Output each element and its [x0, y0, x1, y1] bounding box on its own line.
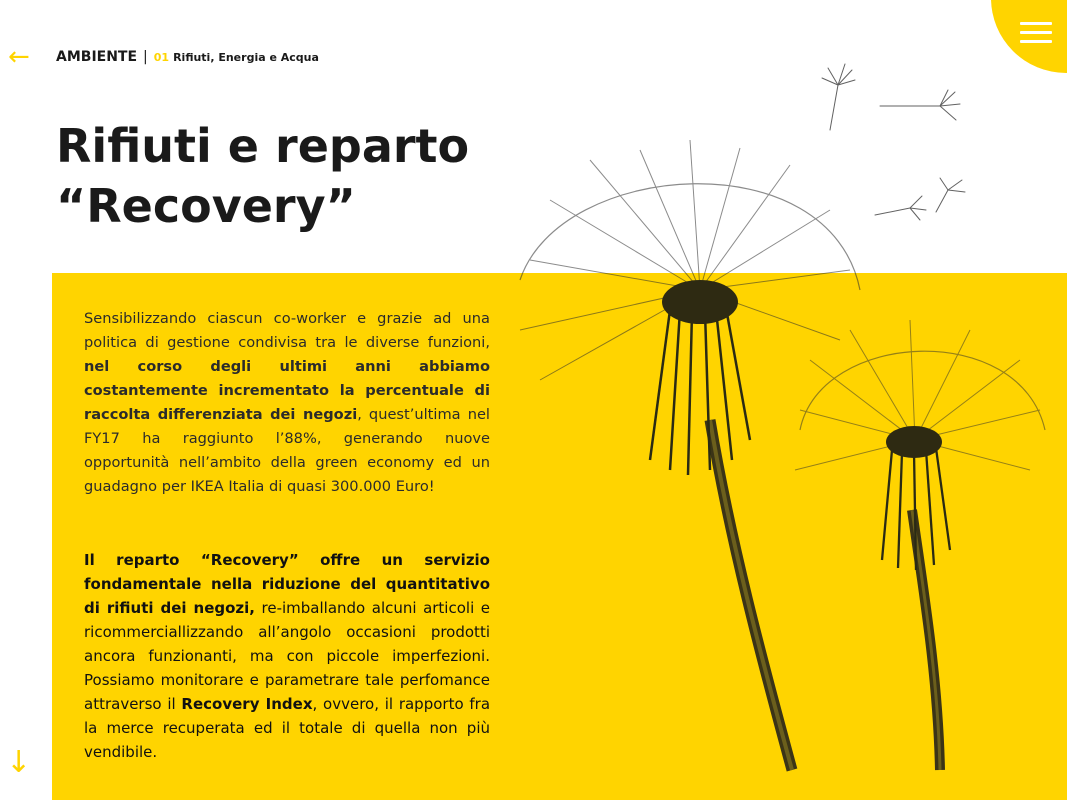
- hamburger-line-icon: [1020, 22, 1052, 25]
- body-paragraph: [84, 548, 490, 764]
- dandelion-illustration: [500, 40, 1067, 780]
- intro-text-2: , quest’ultima nel FY17 ha raggiunto l’88%, generando nuove opportunità nell’ambito della green economy ed un guadagno per IKEA Italia di quasi 300.000 Euro!: [84, 406, 490, 495]
- intro-paragraph: [84, 307, 490, 499]
- breadcrumb-chapter-number: 01: [153, 51, 170, 64]
- body-highlight-recovery-index: Recovery Index: [181, 695, 313, 713]
- breadcrumb-chapter-title[interactable]: Rifiuti, Energia e Acqua: [173, 51, 319, 64]
- body-text-2: , ovvero, il rapporto fra la merce recuperata ed il totale di quella non più vendibile.: [84, 695, 491, 761]
- intro-text-1: Sensibilizzando ciascun co-worker e grazie ad una politica di gestione condivisa tra le diverse funzioni,: [84, 310, 490, 351]
- page-title-line-1: Rifiuti e reparto: [56, 119, 470, 173]
- breadcrumb: [56, 49, 319, 65]
- hamburger-line-icon: [1020, 31, 1052, 34]
- page-title: [56, 116, 576, 236]
- breadcrumb-section[interactable]: AMBIENTE: [56, 49, 138, 65]
- dandelion-large: [520, 140, 860, 770]
- breadcrumb-separator: |: [143, 49, 148, 65]
- intro-highlight: nel corso degli ultimi anni abbiamo costantemente incrementato la percentuale di raccolta differenziata dei negozi: [84, 358, 490, 423]
- page-title-line-2: “Recovery”: [56, 179, 356, 233]
- dandelion-small: [795, 320, 1045, 770]
- body-text-1: re-imballando alcuni articoli e ricommerciallizzando all’angolo occasioni prodotti ancora funzionanti, ma con piccole imperfezioni. Possiamo monitorare e parametrare tale perfomance attraverso il: [84, 599, 490, 713]
- dandelion-seeds-flying: [822, 64, 965, 220]
- back-arrow-icon[interactable]: ←: [8, 42, 30, 72]
- scroll-down-arrow-icon[interactable]: ↓: [6, 745, 32, 780]
- body-highlight-1: Il reparto “Recovery” offre un servizio fondamentale nella riduzione del quantitativo di rifiuti dei negozi,: [84, 551, 490, 617]
